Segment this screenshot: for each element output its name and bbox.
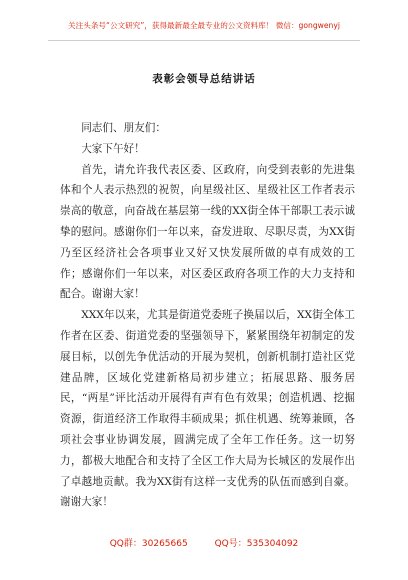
footer-qq-number: QQ号：535304092 xyxy=(214,539,299,549)
header-divider xyxy=(48,40,360,41)
document-title: 表彰会领导总结讲话 xyxy=(152,73,256,85)
footer-qq-group: QQ群：30265665 xyxy=(109,539,188,549)
greeting: 大家下午好！ xyxy=(81,142,145,155)
paragraph-achievements: XXX年以来，尤其是街道党委班子换届以后，XX街全体工作者在区委、街道党委的坚强领导下，紧紧围绕年初制定的发展目标，以创先争优活动的开展为契机，创新机制打造社区党建品牌，区域化党建新格局初步建立；拓展思路、服务居民，“两星”评比活动开展得有声有色有效果；创造机遇、挖掘资源，街道经济工作取得丰硕成果；抓住机遇、统筹兼顾，各项社会事业协调发展，圆满完成了全年工作任务。这一切努力，都极大地配合和支持了全区工作大局为长城区的发展作出了卓越地贡献。我为XX街有这样一支优秀的队伍而感到自豪。谢谢大家！ xyxy=(60,309,355,509)
paragraph-congratulations: 首先，请允许我代表区委、区政府，向受到表彰的先进集体和个人表示热烈的祝贺，向星级社区、星级社区工作者表示崇高的敬意，向奋战在基层第一线的XX街全体干部职工表示诚挚的慰问。感谢你们一年以来，奋发进取、尽职尽责，为XX街乃至区经济社会各项事业又好又快发展所做的卓有成效的工作；感谢你们一年以来，对区委区政府各项工作的大力支持和配合。谢谢大家！ xyxy=(60,163,355,301)
document-body xyxy=(60,118,355,513)
salutation: 同志们、朋友们： xyxy=(81,122,166,134)
footer-contact xyxy=(0,536,408,549)
header-banner: 关注头条号“公文研究”，获得最新最全最专业的公文资料库！ 微信：gongwenyj xyxy=(68,21,340,30)
